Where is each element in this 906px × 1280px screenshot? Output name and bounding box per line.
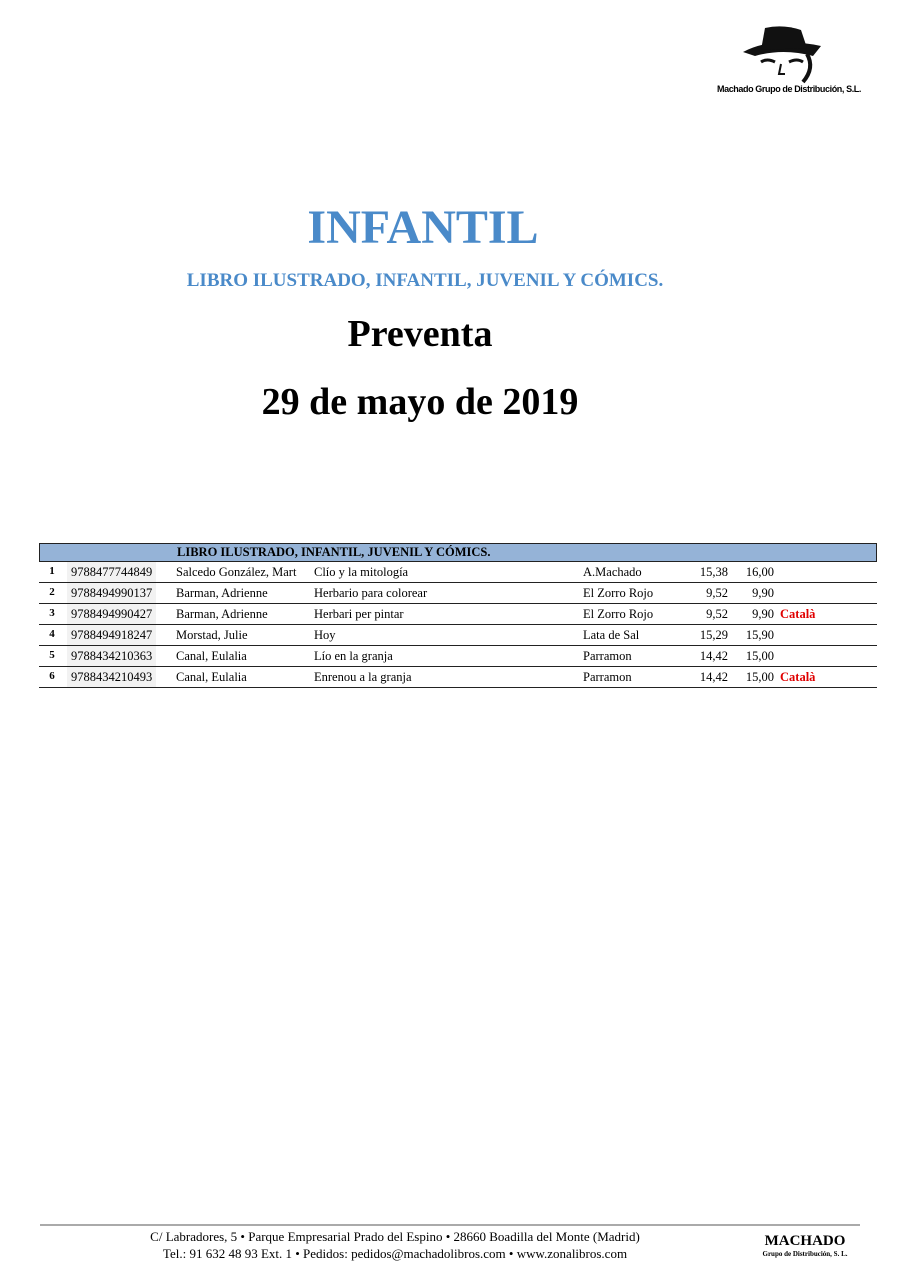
price-cell: 15,00: [745, 649, 774, 663]
logo-text: Machado Grupo de Distribución, S.L.: [717, 84, 862, 94]
publisher-cell: El Zorro Rojo: [583, 607, 654, 621]
net-price-cell: 15,29: [699, 628, 728, 642]
isbn-cell: 9788434210363: [67, 646, 156, 666]
isbn-cell: 9788494990427: [67, 604, 156, 624]
title-cell: Lío en la granja: [314, 649, 393, 663]
isbn-cell: 9788494990137: [67, 583, 156, 603]
author-cell: Salcedo González, Mart: [176, 565, 297, 579]
title-cell: Clío y la mitología: [314, 565, 409, 579]
preventa-heading: Preventa: [347, 313, 493, 355]
author-cell: Barman, Adrienne: [176, 607, 268, 621]
price-cell: 9,90: [752, 586, 774, 600]
net-price-cell: 14,42: [699, 670, 728, 684]
isbn-cell: 9788494918247: [67, 625, 156, 645]
row-number: 3: [49, 607, 55, 619]
row-number: 6: [49, 670, 55, 682]
language-note: Català: [780, 670, 816, 684]
page-title: INFANTIL: [307, 201, 539, 254]
table-header: [39, 543, 877, 562]
company-logo: [703, 24, 862, 102]
title-cell: Herbari per pintar: [314, 607, 404, 621]
net-price-cell: 9,52: [706, 586, 728, 600]
page-subtitle: LIBRO ILUSTRADO, INFANTIL, JUVENIL Y CÓMICS.: [186, 270, 664, 291]
author-cell: Morstad, Julie: [176, 628, 248, 642]
footer-brand-sub: Grupo de Distribución, S. L.: [762, 1250, 848, 1258]
footer-brand-name: MACHADO: [764, 1233, 846, 1249]
net-price-cell: 14,42: [699, 649, 728, 663]
isbn-cell: 9788477744849: [67, 562, 156, 582]
footer-contact: Tel.: 91 632 48 93 Ext. 1 • Pedidos: pedidos@machadolibros.com • www.zonalibros.com: [162, 1246, 628, 1261]
table-row: [39, 625, 877, 646]
table-row: [39, 646, 877, 667]
table-row: [39, 583, 877, 604]
isbn-cell: 9788434210493: [67, 667, 156, 687]
footer-address: C/ Labradores, 5 • Parque Empresarial Prado del Espino • 28660 Boadilla del Monte (Madrid): [150, 1229, 640, 1244]
table-row: [39, 604, 877, 625]
price-cell: 9,90: [752, 607, 774, 621]
row-number: 1: [49, 565, 55, 577]
row-number: 5: [49, 649, 55, 661]
publisher-cell: Parramon: [583, 649, 632, 663]
title-cell: Herbario para colorear: [314, 586, 428, 600]
footer-divider: [40, 1224, 860, 1226]
author-cell: Canal, Eulalia: [176, 670, 247, 684]
publisher-cell: Lata de Sal: [583, 628, 640, 642]
net-price-cell: 15,38: [699, 565, 728, 579]
price-cell: 15,90: [745, 628, 774, 642]
price-cell: 16,00: [745, 565, 774, 579]
net-price-cell: 9,52: [706, 607, 728, 621]
table-row: [39, 667, 877, 688]
hat-man-logo-icon: [703, 24, 851, 84]
author-cell: Barman, Adrienne: [176, 586, 268, 600]
footer-brand: [752, 1233, 858, 1258]
date-heading: 29 de mayo de 2019: [261, 381, 579, 423]
publisher-cell: El Zorro Rojo: [583, 586, 654, 600]
row-number: 4: [49, 628, 55, 640]
publisher-cell: A.Machado: [583, 565, 642, 579]
publisher-cell: Parramon: [583, 670, 632, 684]
price-cell: 15,00: [745, 670, 774, 684]
author-cell: Canal, Eulalia: [176, 649, 247, 663]
books-table: [39, 543, 877, 688]
title-cell: Enrenou a la granja: [314, 670, 412, 684]
table-header-label: LIBRO ILUSTRADO, INFANTIL, JUVENIL Y CÓMICS.: [177, 545, 491, 559]
title-cell: Hoy: [314, 628, 336, 642]
row-number: 2: [49, 586, 55, 598]
language-note: Català: [780, 607, 816, 621]
table-row: [39, 562, 877, 583]
